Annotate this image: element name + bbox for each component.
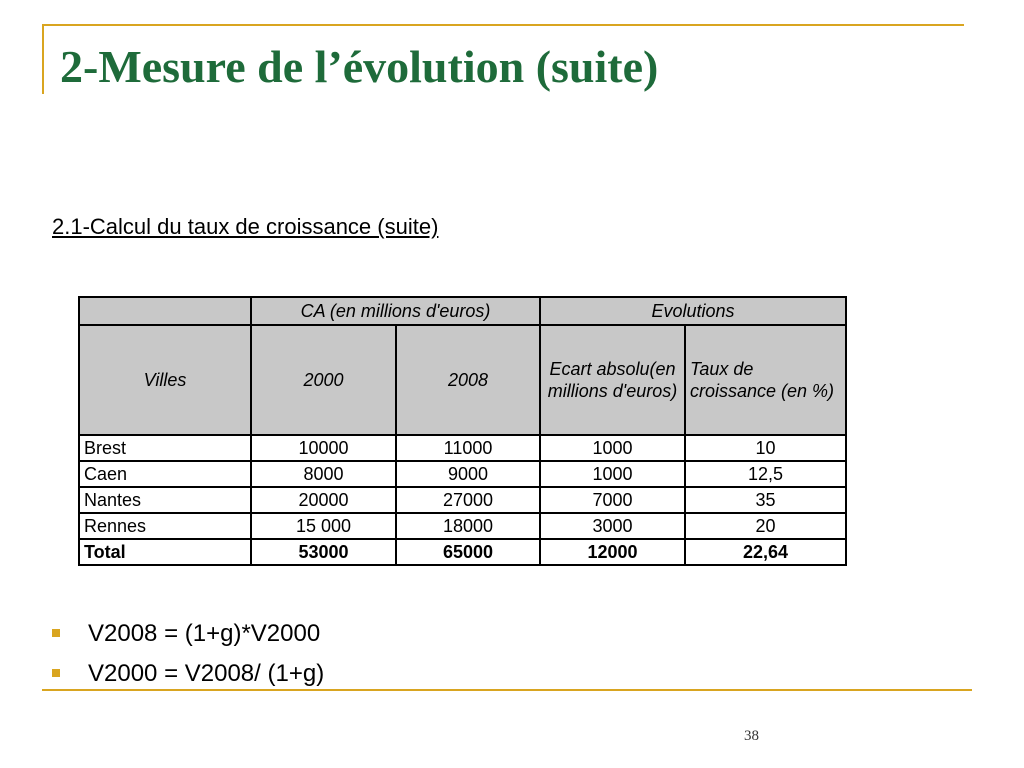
- cell-2000: 20000: [251, 487, 396, 513]
- table-row: [79, 513, 846, 539]
- formula-list: [52, 614, 324, 694]
- table-total-row: [79, 539, 846, 565]
- left-accent-line: [42, 24, 44, 94]
- bottom-accent-line: [42, 689, 972, 691]
- slide-title: 2-Mesure de l’évolution (suite): [60, 41, 659, 92]
- table-row: [79, 487, 846, 513]
- list-item: [52, 654, 324, 694]
- cell-2000: 15 000: [251, 513, 396, 539]
- square-bullet-icon: [52, 629, 60, 637]
- header-2008: 2008: [396, 325, 540, 435]
- cell-2008: 27000: [396, 487, 540, 513]
- header-ecart-absolu: Ecart absolu(en millions d'euros): [540, 325, 685, 435]
- header-2000: 2000: [251, 325, 396, 435]
- table-row: [79, 461, 846, 487]
- cell-taux: 12,5: [685, 461, 846, 487]
- cell-2008: 9000: [396, 461, 540, 487]
- table-row: [79, 435, 846, 461]
- cell-2008: 11000: [396, 435, 540, 461]
- header-taux-croissance: Taux de croissance (en %): [685, 325, 846, 435]
- cell-2008: 18000: [396, 513, 540, 539]
- cell-taux: 20: [685, 513, 846, 539]
- cell-ville: Caen: [79, 461, 251, 487]
- list-item: [52, 614, 324, 654]
- section-subtitle: 2.1-Calcul du taux de croissance (suite): [52, 214, 439, 239]
- cell-ecart: 1000: [540, 435, 685, 461]
- header-ca-group: CA (en millions d'euros): [251, 297, 540, 325]
- formula-text: V2000 = V2008/ (1+g): [88, 660, 325, 687]
- cell-ville: Brest: [79, 435, 251, 461]
- page-number: 38: [744, 728, 759, 744]
- cell-total-taux: 22,64: [685, 539, 846, 565]
- cell-total-ecart: 12000: [540, 539, 685, 565]
- formula-text: V2008 = (1+g)*V2000: [88, 620, 321, 647]
- header-empty-cell: [79, 297, 251, 325]
- header-evolutions-group: Evolutions: [540, 297, 846, 325]
- cell-ecart: 3000: [540, 513, 685, 539]
- cell-total-2000: 53000: [251, 539, 396, 565]
- cell-total-label: Total: [79, 539, 251, 565]
- cell-2000: 8000: [251, 461, 396, 487]
- cell-taux: 10: [685, 435, 846, 461]
- top-accent-line: [42, 24, 964, 26]
- cell-ecart: 7000: [540, 487, 685, 513]
- cell-2000: 10000: [251, 435, 396, 461]
- cell-taux: 35: [685, 487, 846, 513]
- cell-ville: Rennes: [79, 513, 251, 539]
- cell-ville: Nantes: [79, 487, 251, 513]
- cell-total-2008: 65000: [396, 539, 540, 565]
- header-villes: Villes: [79, 325, 251, 435]
- growth-table: [78, 296, 847, 566]
- square-bullet-icon: [52, 669, 60, 677]
- cell-ecart: 1000: [540, 461, 685, 487]
